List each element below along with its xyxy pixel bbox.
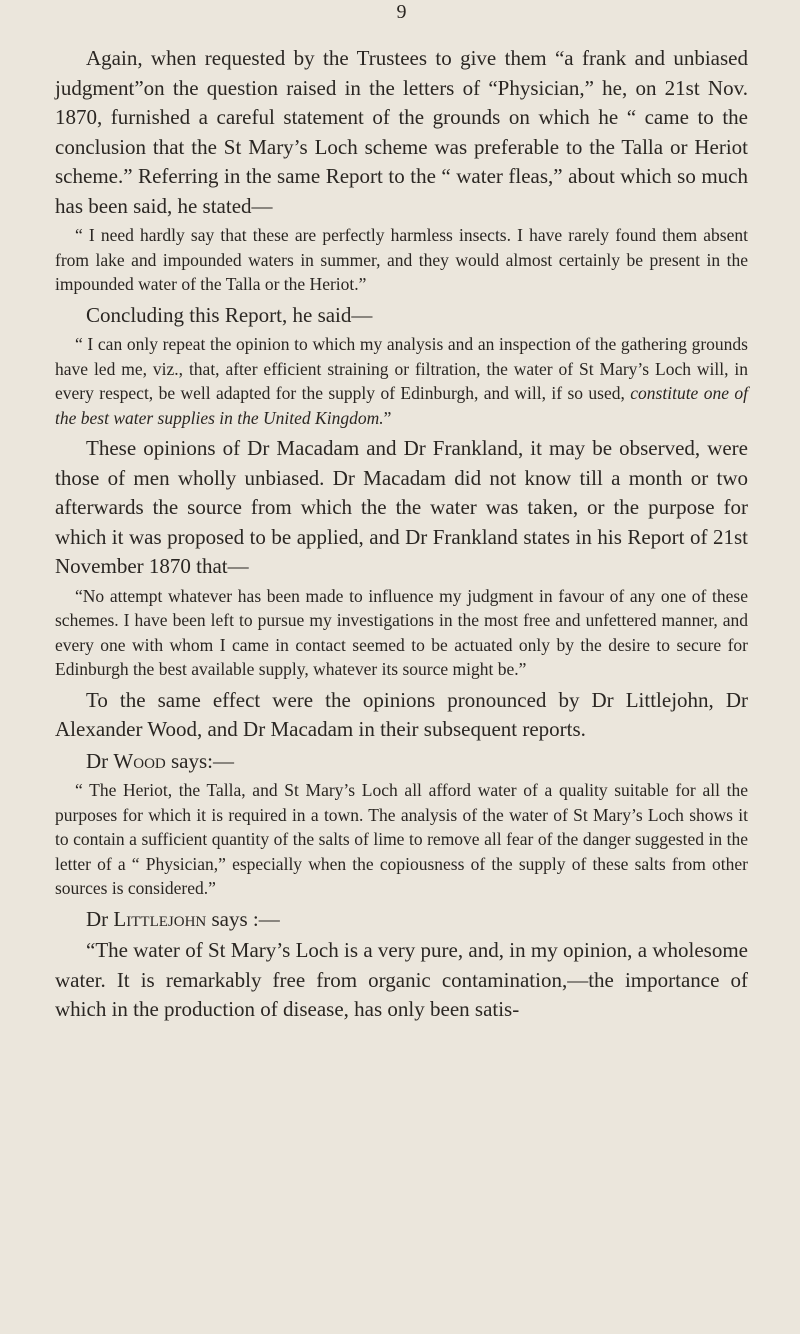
quote-conclusion-end: ” bbox=[383, 407, 392, 428]
paragraph-1: Again, when requested by the Trustees to give them “a frank and unbiased judgment”on the question raised in the letters of “Physician,” he, on 21st Nov. 1870, furnished a careful statement of the grounds on which he “ came to the conclusion that the St Mary’s Loch scheme was preferable to the Talla or Heriot scheme.” Referring in the same Report to the “ water fleas,” about which so much has been said, he stated— bbox=[55, 46, 748, 218]
quote-conclusion-italic: constitute one of the best water supplies in the United Kingdom. bbox=[55, 383, 748, 428]
p5-name: Wood bbox=[113, 748, 166, 773]
quote-littlejohn: “The water of St Mary’s Loch is a very pure, and, in my opinion, a wholesome water. It is remarkably free from organic contamination,—the importance of which in the production of disease, has only been satis- bbox=[55, 938, 748, 1021]
p6-suffix: says :— bbox=[211, 906, 280, 931]
paragraph-2: Concluding this Report, he said— bbox=[86, 302, 373, 327]
quote-water-fleas: “ I need hardly say that these are perfectly harmless insects. I have rarely found them absent from lake and impounded waters in summer, and they would almost certainly be present in the impounded water of the Talla or the Heriot.” bbox=[55, 225, 748, 294]
p5-suffix: says:— bbox=[171, 748, 234, 773]
paragraph-3: These opinions of Dr Macadam and Dr Frankland, it may be observed, were those of men wholly unbiased. Dr Macadam did not know till a month or two afterwards the source from which the the water was taken, or the purpose for which it was proposed to be applied, and Dr Frankland states in his Report of 21st November 1870 that— bbox=[55, 436, 748, 578]
paragraph-4: To the same effect were the opinions pronounced by Dr Littlejohn, Dr Alexander Wood, and Dr Macadam in their subsequent reports. bbox=[55, 687, 748, 741]
quote-wood: “ The Heriot, the Talla, and St Mary’s Loch all afford water of a quality suitable for all the purposes for which it is required in a town. The analysis of the water of St Mary’s Loch shows it to contain a sufficient quantity of the salts of lime to remove all fear of the danger suggested in the letter of a “ Physician,” especially when the copiousness of the supply of these salts from other sources is considered.” bbox=[55, 780, 748, 898]
paragraph-6 bbox=[55, 905, 748, 935]
quote-conclusion-text: “ I can only repeat the opinion to which my analysis and an inspection of the gathering grounds have led me, viz., that, after efficient straining or filtration, the water of St Mary’s Loch will, in every respect, be well adapted for the supply of Edinburgh, and will, if so used, bbox=[55, 334, 748, 403]
quote-frankland: “No attempt whatever has been made to influence my judgment in favour of any one of these schemes. I have been left to pursue my investigations in the most free and unfettered manner, and every one with whom I came in contact seemed to be actuated only by the desire to secure for Edinburgh the best available supply, whatever its source might be.” bbox=[55, 585, 748, 679]
p5-prefix: Dr bbox=[86, 748, 109, 773]
p6-name: Littlejohn bbox=[113, 906, 207, 931]
quote-conclusion bbox=[55, 332, 748, 430]
paragraph-5 bbox=[55, 747, 748, 777]
page-number: 9 bbox=[396, 1, 407, 23]
p6-prefix: Dr bbox=[86, 906, 109, 931]
